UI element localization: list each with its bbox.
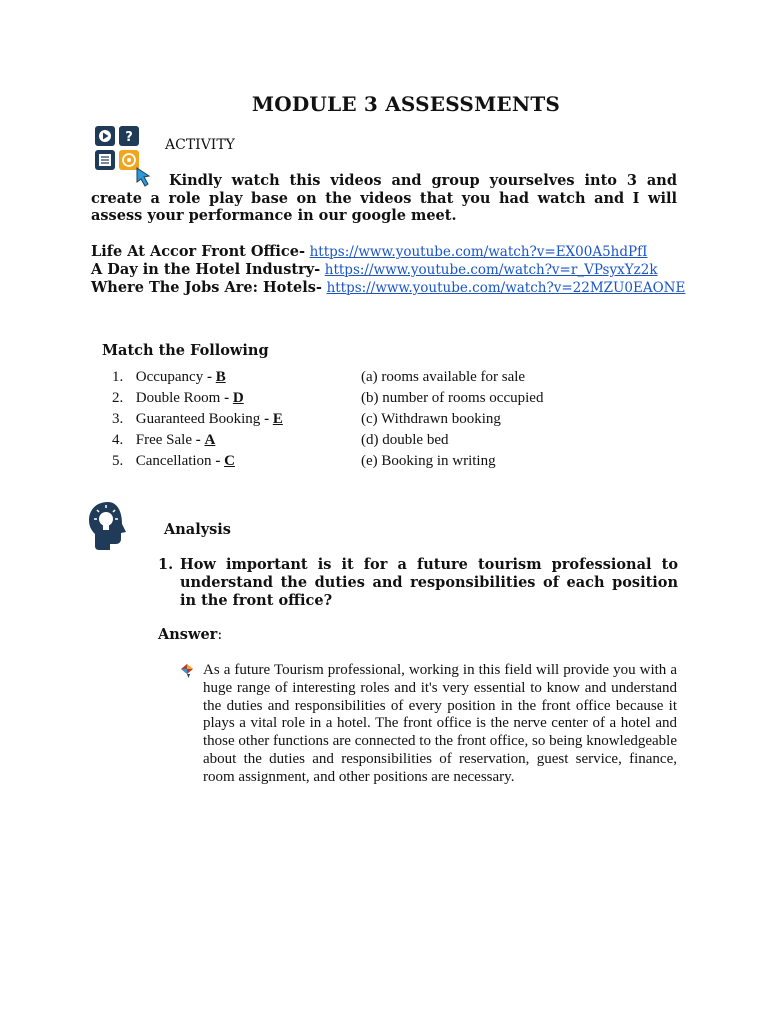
video-link-row [91, 243, 711, 261]
match-heading: Match the Following [102, 342, 269, 359]
match-term: Double Room [135, 390, 221, 406]
video-link-url[interactable]: https://www.youtube.com/watch?v=r_VPsyxYz2k [324, 262, 658, 278]
match-answer: C [224, 453, 235, 469]
match-term: Guaranteed Booking [135, 411, 261, 427]
match-term-number: 2. [112, 390, 124, 406]
match-term: Free Sale [135, 432, 192, 448]
page-title: MODULE 3 ASSESSMENTS [251, 92, 561, 116]
analysis-label: Analysis [164, 521, 231, 538]
match-option: (a) rooms available for sale [361, 369, 526, 385]
match-separator: - [206, 369, 212, 385]
question-text: How important is it for a future tourism professional to understand the duties and responsibilities of each position in the front office? [180, 556, 678, 609]
match-option: (d) double bed [361, 432, 449, 448]
match-answer: E [272, 411, 283, 427]
video-links [91, 243, 711, 297]
video-link-row [91, 261, 711, 279]
match-term-item [112, 430, 283, 451]
match-option: (e) Booking in writing [361, 453, 496, 469]
question-number: 1. [158, 556, 174, 573]
match-separator: - [215, 453, 221, 469]
match-term-item [112, 409, 283, 430]
match-separator: - [195, 432, 201, 448]
diamond-bullet-icon [181, 664, 193, 678]
activity-instructions: Kindly watch this videos and group yourselves into 3 and create a role play base on the videos that you had watch and I will assess your performance in our google meet. [91, 172, 677, 224]
video-link-label: Where The Jobs Are: Hotels- [91, 279, 322, 296]
match-term-item [112, 367, 283, 388]
svg-text:?: ? [125, 130, 133, 145]
video-link-url[interactable]: https://www.youtube.com/watch?v=EX00A5hdPfI [309, 244, 648, 260]
match-answer: D [232, 390, 244, 406]
match-separator: - [264, 411, 270, 427]
match-separator: - [224, 390, 230, 406]
match-term-number: 3. [112, 411, 124, 427]
match-options-list [361, 367, 543, 472]
match-term-number: 4. [112, 432, 124, 448]
analysis-question [158, 556, 678, 610]
match-answer: B [215, 369, 226, 385]
match-option: (c) Withdrawn booking [361, 411, 501, 427]
match-term-number: 5. [112, 453, 124, 469]
answer-label: Answer: [158, 626, 223, 643]
match-term: Cancellation [135, 453, 212, 469]
video-link-label: A Day in the Hotel Industry- [91, 261, 321, 278]
match-option: (b) number of rooms occupied [361, 390, 544, 406]
video-link-label: Life At Accor Front Office- [91, 243, 305, 260]
activity-label: ACTIVITY [165, 137, 235, 153]
match-answer: A [204, 432, 216, 448]
head-lightbulb-icon [86, 500, 130, 552]
answer-colon: : [217, 627, 223, 643]
match-term-item [112, 451, 283, 472]
match-term-number: 1. [112, 369, 124, 385]
video-link-row [91, 279, 711, 297]
video-link-url[interactable]: https://www.youtube.com/watch?v=22MZU0EAONE [326, 280, 686, 296]
match-terms-list [112, 367, 283, 472]
match-term: Occupancy [135, 369, 204, 385]
match-term-item [112, 388, 283, 409]
answer-text: As a future Tourism professional, working in this field will provide you with a huge range of interesting roles and it's very essential to know and understand the duties and responsibilities of every position in the front office because it plays a vital role in a hotel. The front office is the nerve center of a hotel and those other functions are connected to the front office, so being knowledgeable about the duties and responsibilities of reservation, guest service, finance, room assignment, and other positions are necessary. [203, 662, 677, 785]
